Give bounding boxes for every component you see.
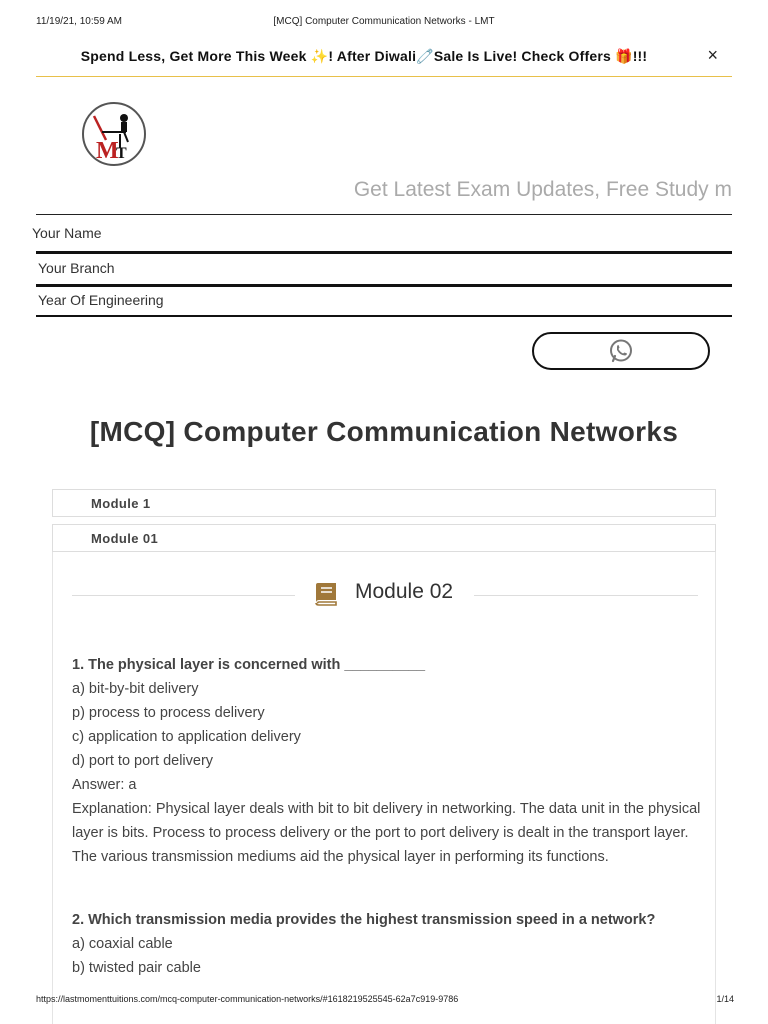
accordion-label: Module 1 <box>91 496 151 511</box>
whatsapp-icon <box>608 338 634 364</box>
page-title: [MCQ] Computer Communication Networks <box>89 416 679 447</box>
logo-graphic <box>84 104 144 164</box>
question-2 <box>72 908 702 980</box>
answer: Answer: a <box>72 777 137 793</box>
option: p) process to process delivery <box>72 705 265 721</box>
logo-letter-t: T <box>116 145 127 162</box>
question-text: 1. The physical layer is concerned with __________ <box>72 657 426 673</box>
lmt-logo[interactable] <box>82 102 146 166</box>
branch-placeholder: Your Branch <box>38 260 115 276</box>
section-divider <box>72 595 295 596</box>
explanation: Explanation: Physical layer deals with bit to bit delivery in networking. The data unit in the physical layer is bits. Process to process delivery or the port to port delivery is dealt in the transport layer. The various transmission mediums aid the physical layer in performing its functions. <box>72 801 701 865</box>
tagline: Get Latest Exam Updates, Free Study m <box>353 178 732 201</box>
branch-field[interactable] <box>36 253 732 287</box>
footer-url: https://lastmomenttuitions.com/mcq-computer-communication-networks/#1618219525545-62a7c919-9786 <box>36 994 459 1004</box>
accordion-module-01[interactable] <box>52 524 716 552</box>
year-field[interactable] <box>36 287 732 317</box>
whatsapp-submit-button[interactable] <box>532 332 710 370</box>
print-datetime: 11/19/21, 10:59 AM <box>36 16 122 27</box>
book-icon <box>312 581 340 612</box>
print-header <box>0 16 768 30</box>
year-placeholder: Year Of Engineering <box>38 292 164 308</box>
logo-letter-m: M <box>96 138 119 164</box>
promo-banner <box>36 40 732 77</box>
option: d) port to port delivery <box>72 753 214 769</box>
close-icon[interactable]: × <box>707 45 718 65</box>
option: a) coaxial cable <box>72 936 173 952</box>
option: c) application to application delivery <box>72 729 301 745</box>
accordion-label: Module 01 <box>91 531 159 546</box>
print-page-title: [MCQ] Computer Communication Networks - LMT <box>273 16 495 27</box>
option: a) bit-by-bit delivery <box>72 681 199 697</box>
question-text: 2. Which transmission media provides the highest transmission speed in a network? <box>72 912 656 928</box>
name-placeholder: Your Name <box>32 225 102 241</box>
section-divider <box>474 595 698 596</box>
question-1 <box>72 653 702 869</box>
section-title: Module 02 <box>355 580 454 603</box>
promo-text[interactable]: Spend Less, Get More This Week ✨! After Diwali🧷Sale Is Live! Check Offers 🎁!!! <box>80 48 648 64</box>
option: b) twisted pair cable <box>72 960 201 976</box>
accordion-module-1[interactable] <box>52 489 716 517</box>
footer-page-number: 1/14 <box>716 994 734 1004</box>
name-field[interactable] <box>32 214 732 254</box>
